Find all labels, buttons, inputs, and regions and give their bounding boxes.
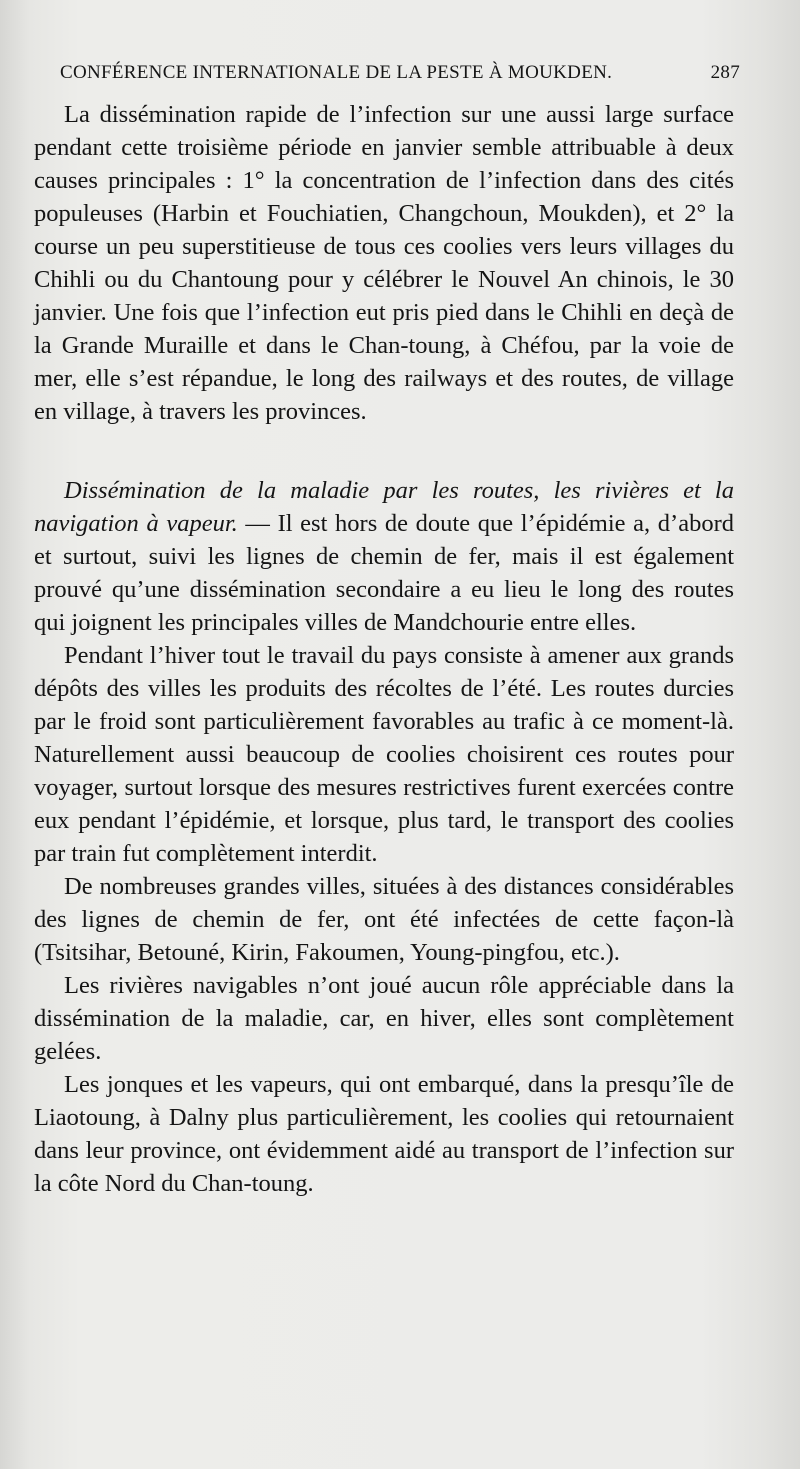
running-title: CONFÉRENCE INTERNATIONALE DE LA PESTE À MOUKDEN. [60,62,613,83]
paragraph-5 [34,969,734,1068]
paragraph-text: — Il est hors de doute que l’épidémie a, d’abord et surtout, suivi les lignes de chemin de fer, mais il est également prouvé qu’une dissémination secondaire a eu lieu le long des routes qui joignent les principales villes de Mandchourie entre elles. [34,510,734,636]
running-header [60,62,740,84]
paragraph-text: Les rivières navigables n’ont joué aucun rôle appréciable dans la dissémination de la maladie, car, en hiver, elles sont complètement gelées. [34,972,734,1065]
paragraph-text: La dissémination rapide de l’infection sur une aussi large surface pendant cette troisième période en janvier semble attribuable à deux causes principales : 1° la concentration de l’infection dans des cités populeuses (Harbin et Fouchiatien, Changchoun, Moukden), et 2° la course un peu superstitieuse de tous ces coolies vers leurs villages du Chihli ou du Chantoung pour y célébrer le Nouvel An chinois, le 30 janvier. Une fois que l’infection eut pris pied dans le Chihli en deçà de la Grande Muraille et dans le Chan-toung, à Chéfou, par la voie de mer, elle s’est répandue, le long des railways et des routes, de village en village, à travers les provinces. [34,101,734,425]
paragraph-1 [34,98,734,428]
paragraph-text: Pendant l’hiver tout le travail du pays consiste à amener aux grands dépôts des villes les produits des récoltes de l’été. Les routes durcies par le froid sont particulièrement favorables au trafic à ce moment-là. Naturellement aussi beaucoup de coolies choisirent ces routes pour voyager, surtout lorsque des mesures restrictives furent exercées contre eux pendant l’épidémie, et lorsque, plus tard, le transport des coolies par train fut complètement interdit. [34,642,734,867]
paragraph-6 [34,1068,734,1200]
section-heading: Dissémination de la maladie par les routes, les rivières et la navigation à vapeur. [34,477,734,537]
paragraph-2 [34,474,734,639]
body-text [34,98,734,1200]
paragraph-4 [34,870,734,969]
paragraph-text: De nombreuses grandes villes, situées à des distances considérables des lignes de chemin de fer, ont été infectées de cette façon-là (Tsitsihar, Betouné, Kirin, Fakoumen, Young-pingfou, etc.). [34,873,734,966]
paragraph-text: Les jonques et les vapeurs, qui ont embarqué, dans la presqu’île de Liaotoung, à Dalny plus particulièrement, les coolies qui retournaient dans leur province, ont évidemment aidé au transport de l’infection sur la côte Nord du Chan-toung. [34,1071,734,1197]
paragraph-3 [34,639,734,870]
page-number: 287 [710,62,740,83]
